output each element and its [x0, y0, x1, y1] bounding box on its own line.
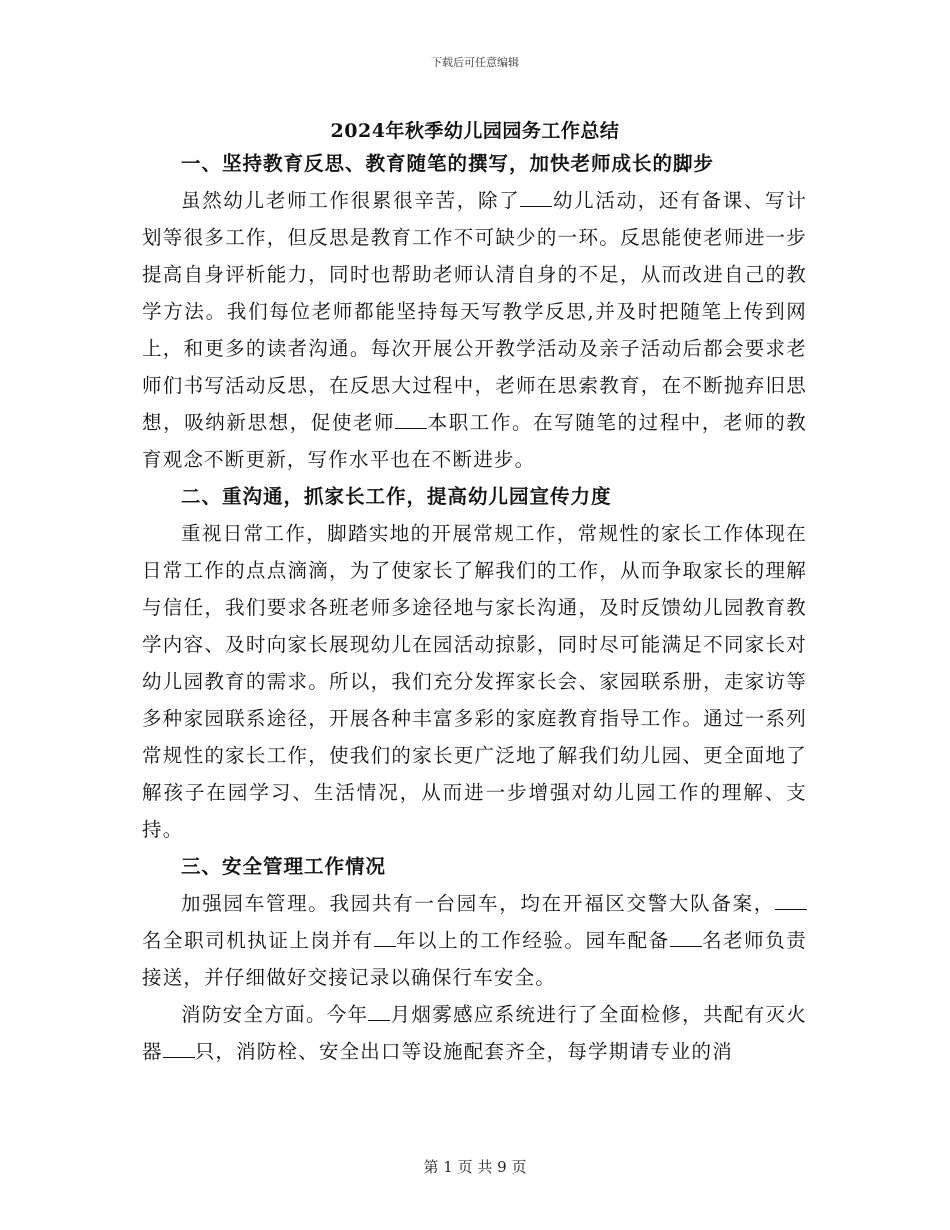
- section-1-heading: 一、坚持教育反思、教育随笔的撰写，加快老师成长的脚步: [181, 152, 715, 175]
- section-3-paragraph-2: [142, 996, 807, 1070]
- text-run: 消防安全方面。今年: [181, 1003, 369, 1026]
- fill-in-blank: [374, 927, 396, 948]
- header-note: 下载后可任意编辑: [431, 56, 519, 69]
- text-run: 加强园车管理。我园共有一台园车，均在开福区交警大队备案，: [181, 892, 775, 915]
- text-run: 本职工作。在写随笔的过程中，老师的教育观念不断更新，写作水平也在不断进步。: [142, 411, 807, 471]
- fill-in-blank: [670, 927, 702, 948]
- text-run: 月烟雾感应系统进行了全面检修，共配有灭火器: [142, 1003, 807, 1063]
- section-2-heading: 二、重沟通，抓家长工作，提高幼儿园宣传力度: [181, 485, 612, 508]
- section-1-paragraph: [142, 182, 807, 478]
- text-run: 年以上的工作经验。园车配备: [395, 929, 670, 952]
- section-3-heading: 三、安全管理工作情况: [181, 855, 387, 878]
- text-run: 幼儿活动，还有备课、写计划等很多工作，但反思是教育工作不可缺少的一环。反思能使老师进一步提高自身评析能力，同时也帮助老师认清自身的不足，从而改进自己的教学方法。我们每位老师都能坚持每天写教学反思,并及时把随笔上传到网上，和更多的读者沟通。每次开展公开教学活动及亲子活动后都会要求老师们书写活动反思，在反思大过程中，老师在思索教育，在不断抛弃旧思想，吸纳新思想，促使老师: [142, 189, 808, 434]
- fill-in-blank: [163, 1038, 195, 1059]
- section-2-paragraph: 重视日常工作，脚踏实地的开展常规工作，常规性的家长工作体现在日常工作的点点滴滴，为了使家长了解我们的工作，从而争取家长的理解与信任，我们要求各班老师多途径地与家长沟通，及时反馈幼儿园教育教学内容、及时向家长展现幼儿在园活动掠影，同时尽可能满足不同家长对幼儿园教育的需求。所以，我们充分发挥家长会、家园联系册，走家访等多种家园联系途径，开展各种丰富多彩的家庭教育指导工作。通过一系列常规性的家长工作，使我们的家长更广泛地了解我们幼儿园、更全面地了解孩子在园学习、生活情况，从而进一步增强对幼儿园工作的理解、支持。: [142, 522, 807, 841]
- text-run: 名老师负责接送，并仔细做好交接记录以确保行车安全。: [142, 929, 807, 989]
- fill-in-blank: [775, 890, 807, 911]
- section-3-paragraph-1: [142, 885, 807, 996]
- text-run: 虽然幼儿老师工作很累很辛苦，除了: [181, 189, 521, 212]
- fill-in-blank: [520, 187, 552, 208]
- document-title: 2024年秋季幼儿园园务工作总结: [330, 120, 620, 142]
- page-footer: 第 1 页 共 9 页: [423, 1158, 527, 1176]
- fill-in-blank: [395, 409, 427, 430]
- text-run: 只，消防栓、安全出口等设施配套齐全，每学期请专业的消: [194, 1040, 733, 1063]
- text-run: 名全职司机执证上岗并有: [142, 929, 374, 952]
- document-body: [142, 145, 807, 1070]
- fill-in-blank: [368, 1001, 390, 1022]
